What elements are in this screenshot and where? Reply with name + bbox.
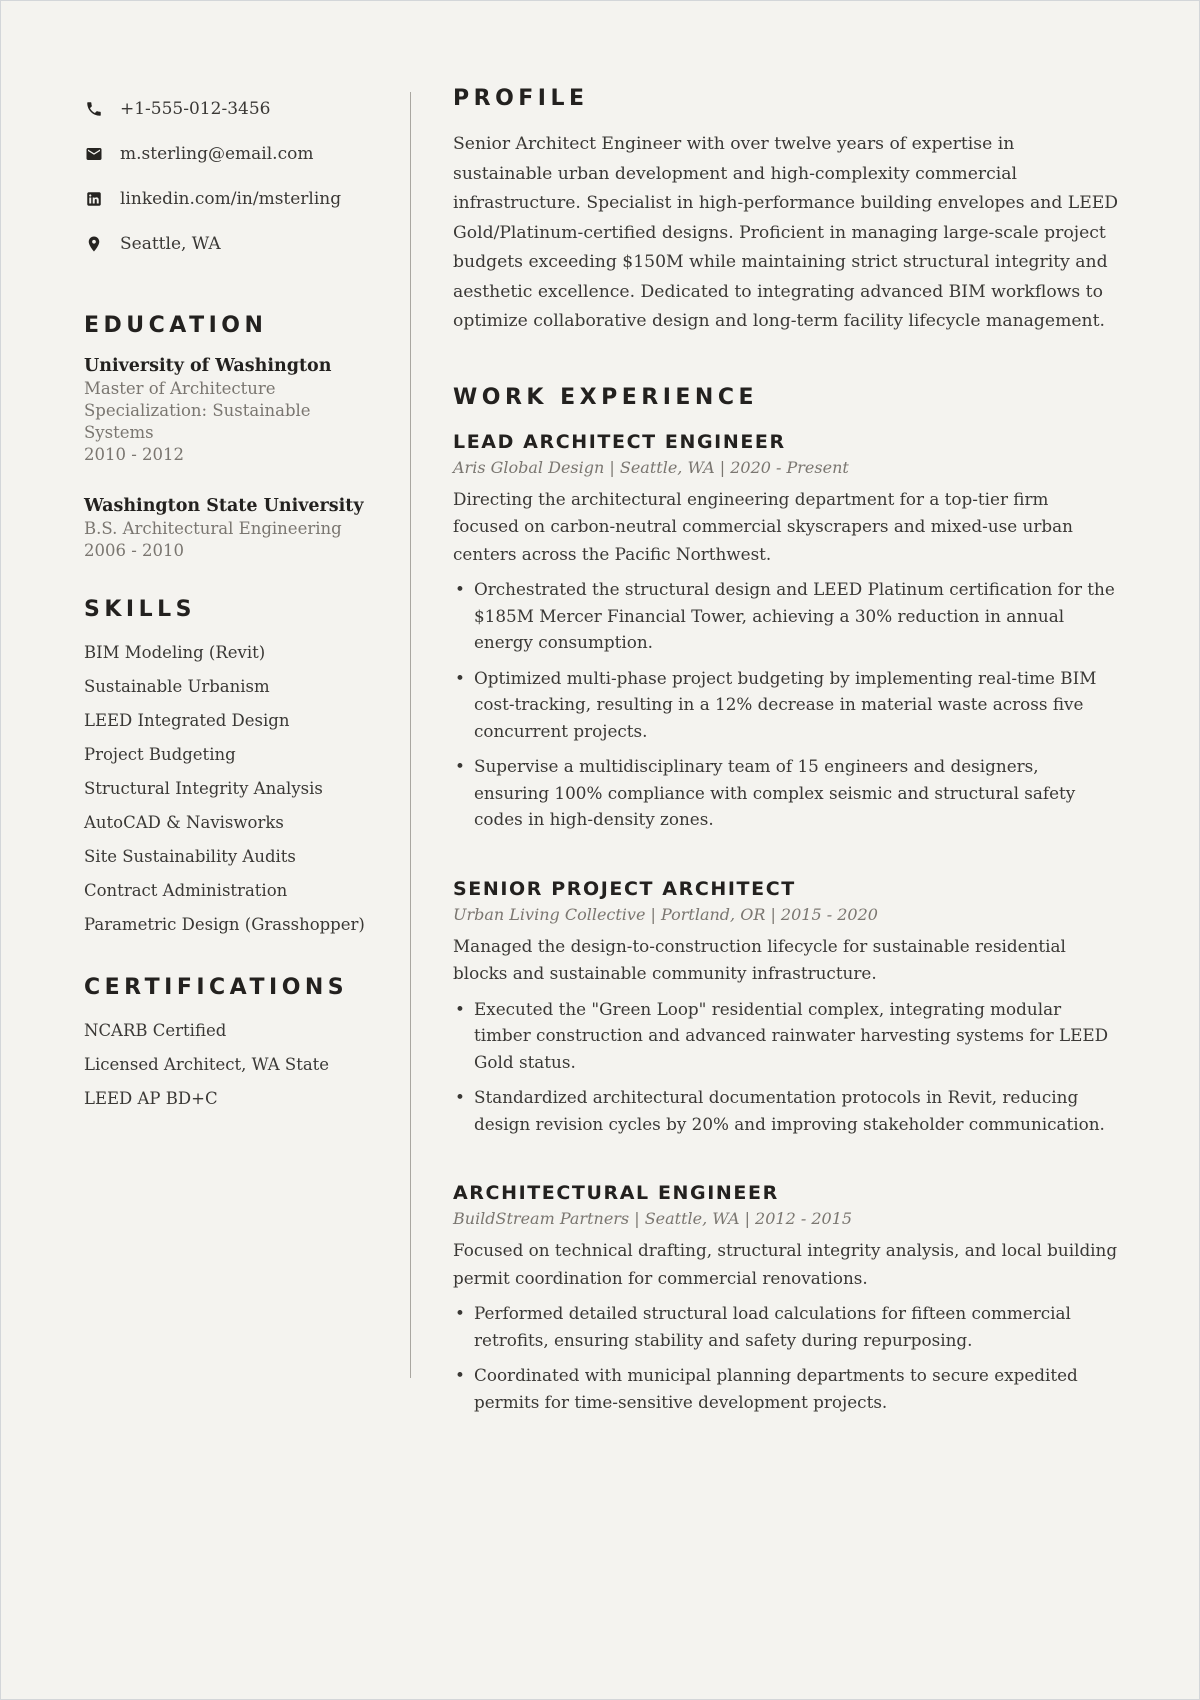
contact-email-text: m.sterling@email.com: [120, 143, 314, 164]
job-bullet-text: Orchestrated the structural design and LEED Platinum certification for the $185M Mercer Financial Tower, achieving a 30% reduction in annual energy consumption.: [474, 579, 1115, 652]
contact-linkedin-text: linkedin.com/in/msterling: [120, 188, 342, 209]
education-heading: EDUCATION: [84, 313, 268, 338]
education-dates: 2006 - 2010: [84, 541, 185, 560]
bullet-dot-icon: •: [455, 1303, 465, 1323]
job-description: Managed the design-to-construction lifecycle for sustainable residential blocks and sustainable community infrastructure.: [453, 935, 1066, 983]
profile-summary: Senior Architect Engineer with over twelve years of expertise in sustainable urban development and high-complexity commercial infrastructure. Specialist in high-performance building envelopes and LEED Gold/Platinum-certified designs. Proficient in managing large-scale project budgets exceeding $150M while maintaining strict structural integrity and aesthetic excellence. Dedicated to integrating advanced BIM workflows to optimize collaborative design and long-term facility lifecycle management.: [453, 134, 1119, 331]
job-bullets: [453, 1300, 1119, 1415]
skill-item: Contract Administration: [84, 881, 288, 900]
job-description: Directing the architectural engineering department for a top-tier firm focused on carbon-neutral commercial skyscrapers and mixed-use urban centers across the Pacific Northwest.: [453, 488, 1073, 564]
job-bullet: [453, 1084, 1119, 1137]
contact-list: [84, 86, 384, 266]
contact-phone[interactable]: [84, 86, 384, 131]
job-bullet: [453, 576, 1119, 656]
contact-email[interactable]: [84, 131, 384, 176]
job-bullet-text: Coordinated with municipal planning departments to secure expedited permits for time-sensitive development projects.: [474, 1365, 1078, 1412]
bullet-dot-icon: •: [455, 1087, 465, 1107]
contact-location: [84, 221, 384, 266]
skills-list: [84, 636, 384, 942]
skill-item: BIM Modeling (Revit): [84, 643, 266, 662]
job-entry: [453, 877, 1119, 1138]
bullet-dot-icon: •: [455, 756, 465, 776]
job-bullets: [453, 576, 1119, 833]
job-description: Focused on technical drafting, structural integrity analysis, and local building permit coordination for commercial renovations.: [453, 1240, 1118, 1288]
education-dates: 2010 - 2012: [84, 445, 185, 464]
bullet-dot-icon: •: [455, 579, 465, 599]
job-entry: [453, 430, 1119, 833]
skills-heading: SKILLS: [84, 597, 196, 622]
certification-item: Licensed Architect, WA State: [84, 1055, 330, 1074]
email-icon: [84, 144, 104, 164]
linkedin-icon: [84, 189, 104, 209]
education-degree: Master of Architecture: [84, 379, 276, 398]
profile-heading: PROFILE: [453, 86, 589, 111]
job-bullet-text: Optimized multi-phase project budgeting by implementing real-time BIM cost-tracking, resulting in a 12% decrease in material waste across five concurrent projects.: [474, 667, 1097, 741]
job-meta: Aris Global Design | Seattle, WA | 2020 - Present: [453, 457, 849, 477]
education-entry: [84, 354, 384, 466]
job-bullet-text: Executed the "Green Loop" residential complex, integrating modular timber construction and advanced rainwater harvesting systems for LEED Gold status.: [474, 998, 1109, 1072]
job-meta: BuildStream Partners | Seattle, WA | 2012 - 2015: [453, 1209, 853, 1228]
job-bullet-text: Supervise a multidisciplinary team of 15 engineers and designers, ensuring 100% compliance with complex seismic and structural safety codes in high-density zones.: [474, 756, 1076, 829]
job-bullet: [453, 996, 1119, 1076]
skill-item: Sustainable Urbanism: [84, 677, 270, 696]
job-title: SENIOR PROJECT ARCHITECT: [453, 877, 796, 900]
job-entry: [453, 1181, 1119, 1415]
skill-item: AutoCAD & Navisworks: [84, 813, 284, 832]
bullet-dot-icon: •: [455, 667, 465, 688]
job-title: LEAD ARCHITECT ENGINEER: [453, 430, 786, 453]
job-bullet: [453, 665, 1119, 745]
skill-item: Project Budgeting: [84, 745, 236, 764]
job-meta: Urban Living Collective | Portland, OR | 2015 - 2020: [453, 904, 878, 924]
bullet-dot-icon: •: [455, 1365, 465, 1385]
phone-icon: [84, 99, 104, 119]
certification-item: LEED AP BD+C: [84, 1089, 218, 1108]
job-bullets: [453, 996, 1119, 1138]
contact-phone-text: +1-555-012-3456: [120, 98, 271, 119]
contact-linkedin[interactable]: [84, 176, 384, 221]
skill-item: LEED Integrated Design: [84, 711, 290, 730]
location-icon: [84, 234, 104, 254]
education-degree: B.S. Architectural Engineering: [84, 519, 342, 538]
certifications-list: [84, 1014, 384, 1116]
certification-item: NCARB Certified: [84, 1021, 227, 1040]
contact-location-text: Seattle, WA: [120, 233, 221, 254]
job-bullet: [453, 753, 1119, 833]
certifications-heading: CERTIFICATIONS: [84, 975, 349, 1000]
column-divider: [410, 92, 411, 1378]
job-title: ARCHITECTURAL ENGINEER: [453, 1182, 779, 1204]
job-bullet: [453, 1362, 1119, 1415]
right-column: [453, 86, 1119, 1424]
education-entry: [84, 494, 384, 562]
skill-item: Site Sustainability Audits: [84, 847, 296, 866]
education-school: University of Washington: [84, 356, 332, 376]
left-column: [84, 86, 384, 1116]
bullet-dot-icon: •: [455, 998, 465, 1019]
job-bullet-text: Performed detailed structural load calculations for fifteen commercial retrofits, ensuring stability and safety during repurposing.: [474, 1303, 1071, 1350]
education-specialization: Specialization: Sustainable Systems: [84, 401, 311, 442]
work-experience-heading: WORK EXPERIENCE: [453, 384, 758, 410]
job-bullet: [453, 1300, 1119, 1353]
job-bullet-text: Standardized architectural documentation protocols in Revit, reducing design revision cycles by 20% and improving stakeholder communication.: [474, 1087, 1105, 1134]
skill-item: Parametric Design (Grasshopper): [84, 915, 365, 934]
education-school: Washington State University: [84, 496, 364, 516]
skill-item: Structural Integrity Analysis: [84, 779, 323, 798]
